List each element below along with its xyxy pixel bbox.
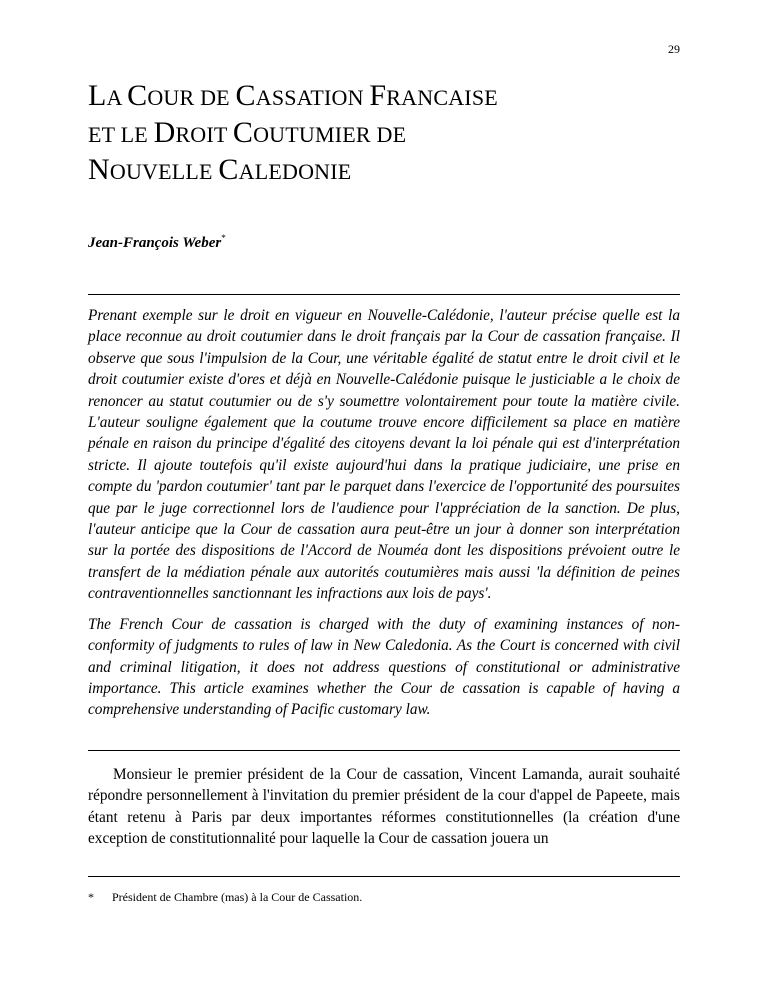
footnote-marker: * (88, 890, 94, 904)
title-cap: F (369, 79, 387, 112)
author-name: Jean-François Weber (88, 235, 222, 251)
article-title (88, 78, 688, 189)
title-line-1 (88, 78, 688, 115)
abstract-bottom-rule (88, 750, 680, 751)
title-smallcaps: ALEDONIE (238, 159, 352, 184)
abstract-top-rule (88, 294, 680, 295)
title-smallcaps: OUTUMIER DE (253, 122, 407, 147)
title-cap: N (88, 153, 110, 186)
title-cap: D (153, 116, 176, 149)
title-smallcaps: ET LE (88, 122, 154, 147)
title-cap: L (88, 79, 107, 112)
title-cap: C (127, 79, 148, 112)
title-smallcaps: ASSATION (255, 85, 370, 110)
title-cap: C (218, 153, 239, 186)
footnote-rule (88, 876, 680, 877)
author-byline (88, 233, 226, 252)
title-smallcaps: A (106, 85, 128, 110)
abstract (88, 305, 680, 730)
author-footnote-marker: * (221, 233, 226, 243)
title-line-3 (88, 152, 688, 189)
title-smallcaps: OUVELLE (109, 159, 219, 184)
title-cap: C (235, 79, 256, 112)
abstract-french: Prenant exemple sur le droit en vigueur en Nouvelle-Calédonie, l'auteur précise quelle est la place reconnue au droit coutumier dans le droit français par la Cour de cassation française. Il observe que sous l'impulsion de la Cour, une véritable égalité de statut entre le droit civil et le droit coutumier existe d'ores et déjà en Nouvelle-Calédonie puisque le justiciable a le choix de renoncer au statut coutumier ou de s'y soumettre volontairement pour toute la matière civile. L'auteur souligne également que la coutume trouve encore difficilement sa place en matière pénale en raison du principe d'égalité des citoyens devant la loi pénale qui est d'interprétation stricte. Il ajoute toutefois qu'il existe aujourd'hui dans la pratique judiciaire, une prise en compte du 'pardon coutumier' tant par le parquet dans l'exercice de l'opportunité des poursuites que par le juge correctionnel lors de l'audience pour l'appréciation de la sanction. De plus, l'auteur anticipe que la Cour de cassation aura peut-être un jour à donner son interprétation sur la portée des dispositions de l'Accord de Nouméa dont les dispositions prévoient outre le transfert de la médiation pénale aux autorités coutumières mais aussi 'la définition de peines contraventionnelles sanctionnant les infractions aux lois de pays'. (88, 307, 680, 603)
title-smallcaps: OUR DE (147, 85, 236, 110)
title-smallcaps: ROIT (175, 122, 233, 147)
body-paragraph: Monsieur le premier président de la Cour de cassation, Vincent Lamanda, aurait souhaité répondre personnellement à l'invitation du premier président de la cour d'appel de Papeete, mais étant retenu à Paris par deux importantes réformes constitutionnelles (la création d'une exception de constitutionnalité pour laquelle la Cour de cassation jouera un (88, 766, 680, 848)
abstract-english: The French Cour de cassation is charged with the duty of examining instances of non-conformity of judgments to rules of law in New Caledonia. As the Court is concerned with civil and criminal litigation, it does not address questions of constitutional or administrative importance. This article examines whether the Cour de cassation is capable of having a comprehensive understanding of Pacific customary law. (88, 615, 680, 719)
footnote (88, 890, 680, 905)
title-cap: C (232, 116, 254, 149)
footnote-text: Président de Chambre (mas) à la Cour de Cassation. (112, 890, 363, 904)
title-line-2 (88, 115, 688, 152)
page-number: 29 (668, 42, 680, 56)
title-smallcaps: RANCAISE (386, 85, 498, 110)
